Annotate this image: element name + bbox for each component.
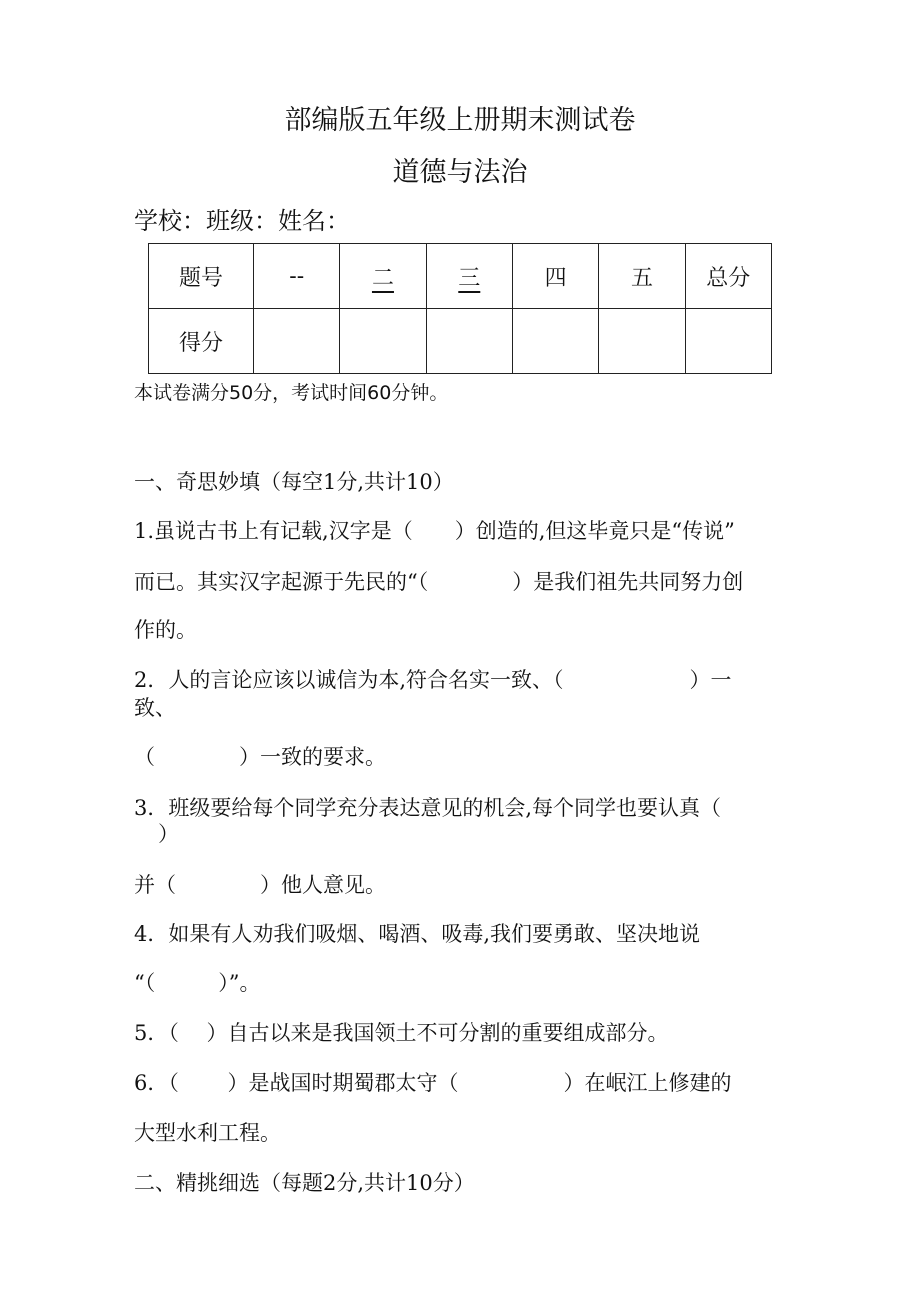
score-table-score-row (149, 309, 772, 374)
score-cell (685, 309, 771, 374)
question-3-line-1: 3．班级要给每个同学充分表达意见的机会,每个同学也要认真（ (134, 796, 722, 820)
score-row-label: 得分 (149, 309, 254, 374)
score-cell (254, 309, 340, 374)
question-2-line-1: 2．人的言论应该以诚信为本,符合名实一致、（ ）一 (134, 668, 732, 692)
question-1-line-3: 作的。 (134, 618, 197, 642)
header-cell-total: 总分 (685, 244, 771, 309)
header-cell-question-number: 题号 (149, 244, 254, 309)
header-cell-4: 四 (512, 244, 598, 309)
section-2-heading: 二、精挑细选（每题2分,共计10分） (134, 1171, 475, 1195)
score-table-header-row (149, 244, 772, 309)
question-5: 5．（ ）自古以来是我国领土不可分割的重要组成部分。 (134, 1021, 669, 1045)
question-1-line-2: 而已。其实汉字起源于先民的“（ ）是我们祖先共同努力创 (134, 570, 744, 594)
question-3-line-3: 并（ ）他人意见。 (134, 873, 386, 897)
question-6-line-1: 6．（ ）是战国时期蜀郡太守（ ）在岷江上修建的 (134, 1071, 732, 1095)
question-3-line-2: ） (158, 822, 179, 846)
student-info-line: 学校：班级：姓名： (134, 207, 350, 235)
score-cell (599, 309, 685, 374)
subject-subtitle: 道德与法治 (392, 157, 528, 188)
score-cell (340, 309, 426, 374)
question-6-line-2: 大型水利工程。 (134, 1121, 281, 1145)
question-2-line-3: （ ）一致的要求。 (134, 745, 386, 769)
header-cell-3: 三 (426, 244, 512, 309)
score-table (148, 243, 772, 374)
question-4-line-1: 4．如果有人劝我们吸烟、喝酒、吸毒,我们要勇敢、坚决地说 (134, 922, 701, 946)
score-cell (512, 309, 598, 374)
exam-title: 部编版五年级上册期末测试卷 (284, 105, 636, 136)
header-cell-1: -- (254, 244, 340, 309)
score-cell (426, 309, 512, 374)
question-4-line-2: “（ ）”。 (134, 971, 261, 995)
exam-note: 本试卷满分50分，考试时间60分钟。 (134, 382, 449, 404)
section-1-heading: 一、奇思妙填（每空1分,共计10） (134, 470, 454, 494)
question-1-line-1: 1.虽说古书上有记载,汉字是（ ）创造的,但这毕竟只是“传说” (134, 519, 735, 543)
header-cell-5: 五 (599, 244, 685, 309)
header-cell-2: 二 (340, 244, 426, 309)
question-2-line-2: 致、 (134, 696, 176, 720)
